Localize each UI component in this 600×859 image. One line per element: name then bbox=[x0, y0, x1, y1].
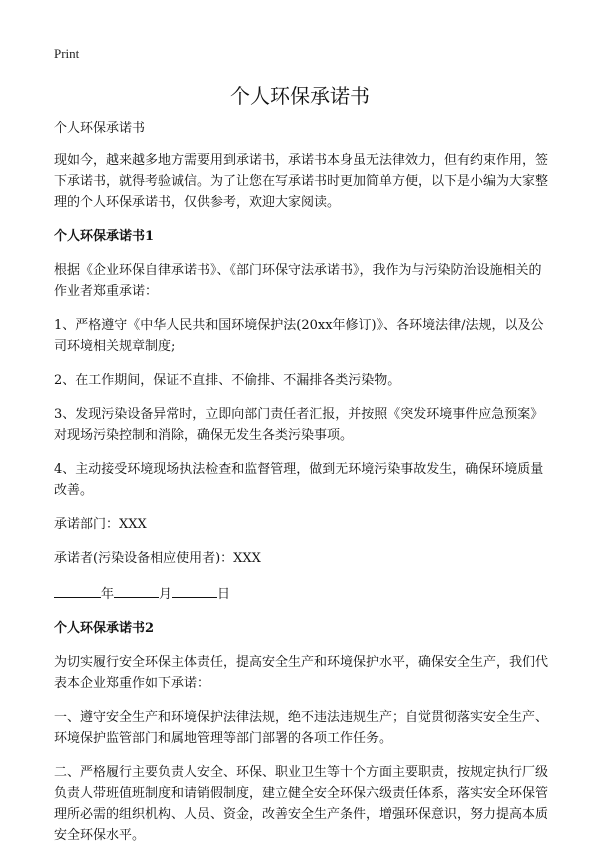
section2-heading: 个人环保承诺书2 bbox=[54, 621, 155, 636]
day-blank bbox=[172, 582, 217, 598]
year-blank bbox=[54, 582, 101, 598]
section1-paragraph-0: 根据《企业环保自律承诺书》、《部门环保守法承诺书》，我作为与污染防治设施相关的作业者郑重承诺： bbox=[54, 263, 542, 299]
section1-committed-department: 承诺部门：XXX bbox=[54, 517, 147, 532]
section1-heading: 个人环保承诺书1 bbox=[54, 229, 155, 244]
year-label: 年 bbox=[101, 587, 115, 602]
intro-paragraph: 现如今，越来越多地方需要用到承诺书，承诺书本身虽无法律效力，但有约束作用，签下承诺书，就得考验诚信。为了让您在写承诺书时更加简单方便，以下是小编为大家整理的个人环保承诺书，仅供参考，欢迎大家阅读。 bbox=[54, 153, 549, 210]
section1-committed-person: 承诺者(污染设备相应使用者)：XXX bbox=[54, 551, 261, 566]
month-blank bbox=[114, 582, 159, 598]
day-label: 日 bbox=[217, 587, 231, 602]
month-label: 月 bbox=[159, 587, 173, 602]
print-link[interactable]: Print bbox=[54, 46, 80, 61]
document-subtitle: 个人环保承诺书 bbox=[54, 121, 146, 136]
date-line bbox=[54, 582, 550, 605]
section1-paragraph-4: 4、主动接受环境现场执法检查和监督管理，做到无环境污染事故发生，确保环境质量改善。 bbox=[54, 462, 544, 498]
section2-paragraph-0: 为切实履行安全环保主体责任，提高安全生产和环境保护水平，确保安全生产，我们代表本企业郑重作如下承诺： bbox=[54, 655, 549, 691]
section1-paragraph-1: 1、严格遵守《中华人民共和国环境保护法(20xx年修订)》、各环境法律/法规，以及公司环境相关规章制度; bbox=[54, 318, 544, 354]
section1-paragraph-3: 3、发现污染设备异常时，立即向部门责任者汇报，并按照《突发环境事件应急预案》对现场污染控制和消除，确保无发生各类污染事项。 bbox=[54, 407, 544, 443]
section2-paragraph-1: 一、遵守安全生产和环境保护法律法规，绝不违法违规生产；自觉贯彻落实安全生产、环境保护监管部门和属地管理等部门部署的各项工作任务。 bbox=[54, 710, 549, 746]
document-title: 个人环保承诺书 bbox=[230, 84, 370, 108]
section2-paragraph-2: 二、严格履行主要负责人安全、环保、职业卫生等十个方面主要职责，按规定执行厂级负责人带班值班制度和请销假制度，建立健全安全环保六级责任体系，落实安全环保管理所必需的组织机构、人员、资金，改善安全生产条件，增强环保意识，努力提高本质安全环保水平。 bbox=[54, 765, 549, 843]
section1-paragraph-2: 2、在工作期间，保证不直排、不偷排、不漏排各类污染物。 bbox=[54, 373, 401, 388]
document-body bbox=[54, 118, 550, 859]
